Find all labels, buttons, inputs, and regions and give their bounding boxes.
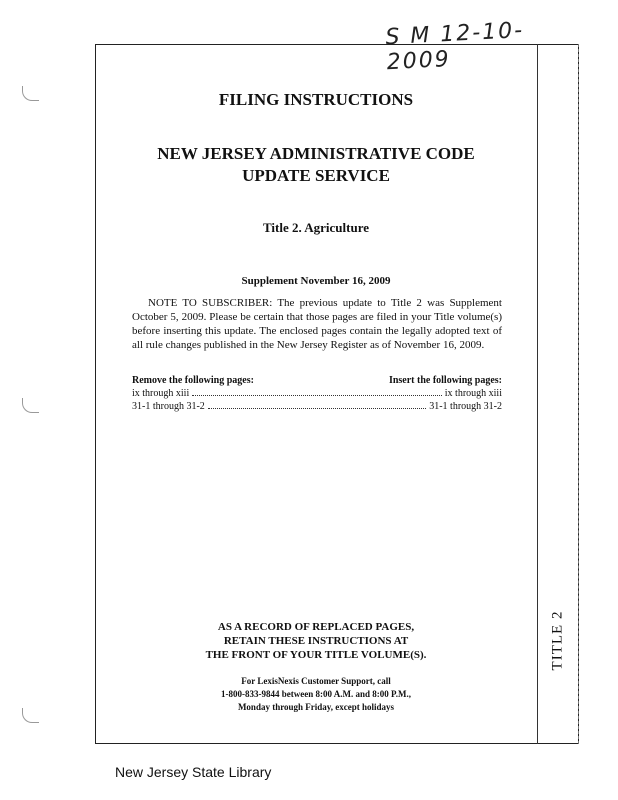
- binder-hole-bottom: [22, 708, 39, 723]
- support-line-2: 1-800-833-9844 between 8:00 A.M. and 8:00 P.M.,: [221, 689, 411, 699]
- tab-edge-line: [578, 44, 580, 744]
- remove-pages-cell: 31-1 through 31-2: [132, 401, 205, 412]
- tab-divider-line: [537, 44, 538, 744]
- insert-pages-cell: ix through xiii: [444, 388, 502, 399]
- filing-instructions-heading: FILING INSTRUCTIONS: [218, 90, 414, 109]
- code-title-line-2: UPDATE SERVICE: [242, 166, 390, 185]
- dot-leader: [192, 394, 442, 396]
- dot-leader: [208, 407, 426, 409]
- insert-pages-cell: 31-1 through 31-2: [429, 401, 502, 412]
- remove-pages-cell: ix through xiii: [132, 388, 190, 399]
- supplement-date: Supplement November 16, 2009: [241, 275, 391, 287]
- insert-pages-header: Insert the following pages:: [388, 375, 502, 386]
- title-tab-label: TITLE 2: [549, 610, 566, 671]
- remove-pages-header: Remove the following pages:: [132, 375, 254, 386]
- pages-row: [132, 387, 502, 400]
- code-title-line-1: NEW JERSEY ADMINISTRATIVE CODE: [157, 144, 475, 163]
- note-to-subscriber: NOTE TO SUBSCRIBER: The previous update to Title 2 was Supplement October 5, 2009. Please be certain that those pages are filed in your Title volume(s) before inserting this update. The enclosed pages contain the legally adopted text of all rule changes published in the New Jersey Register as of November 16, 2009.: [132, 297, 502, 351]
- record-line-2: RETAIN THESE INSTRUCTIONS AT: [223, 635, 409, 647]
- title-subject: Title 2. Agriculture: [262, 220, 370, 235]
- binder-hole-middle: [22, 398, 39, 413]
- record-line-3: THE FRONT OF YOUR TITLE VOLUME(S).: [205, 649, 427, 661]
- pages-row: [132, 400, 502, 413]
- library-stamp: New Jersey State Library: [115, 764, 272, 780]
- record-notice: [96, 620, 536, 662]
- support-line-1: For LexisNexis Customer Support, call: [241, 676, 391, 686]
- customer-support-notice: [96, 675, 536, 714]
- support-line-3: Monday through Friday, except holidays: [237, 702, 395, 712]
- binder-hole-top: [22, 86, 39, 101]
- handwritten-date-note: S M 12-10-2009: [384, 18, 525, 76]
- pages-table: [132, 374, 502, 413]
- record-line-1: AS A RECORD OF REPLACED PAGES,: [217, 621, 415, 633]
- pages-table-header: [132, 374, 502, 387]
- code-title-heading: [96, 143, 536, 187]
